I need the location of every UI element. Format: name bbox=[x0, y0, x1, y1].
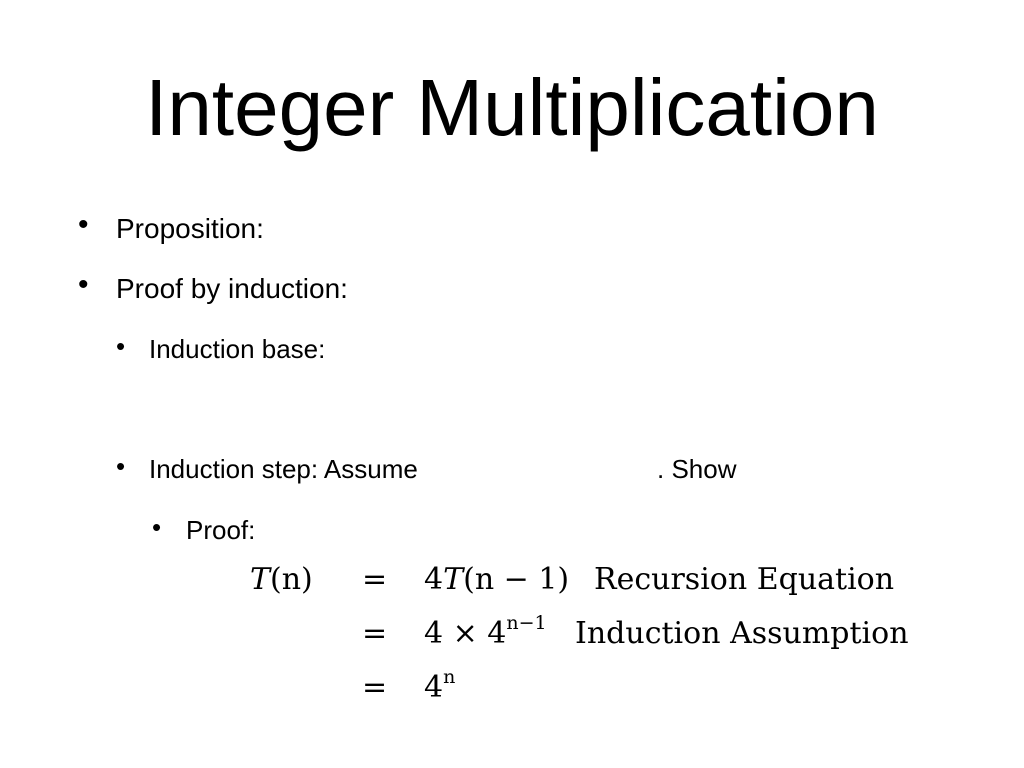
show-label: . Show bbox=[657, 454, 737, 484]
lhs-arg: (n) bbox=[270, 562, 313, 597]
eq-rel-2: = bbox=[362, 616, 388, 651]
equation-lhs bbox=[250, 562, 313, 598]
bullet-icon: • bbox=[116, 331, 126, 361]
lhs-T: T bbox=[250, 562, 271, 597]
bullet-icon: • bbox=[78, 268, 89, 301]
bullet-icon: • bbox=[152, 512, 162, 542]
proof-by-induction-label: Proof by induction: bbox=[116, 273, 348, 304]
bullet-icon: • bbox=[116, 451, 126, 481]
eq-rhs-1: 4T(n − 1) bbox=[424, 562, 570, 597]
eq-rhs-3: 4$^n$ bbox=[424, 666, 456, 705]
slide-title: Integer Multiplication bbox=[145, 63, 879, 152]
induction-base-label: Induction base: bbox=[149, 334, 326, 364]
eq-rhs-2: $4 \times 4^{n-1}$ bbox=[424, 612, 547, 651]
eq-note-1: Recursion Equation bbox=[594, 562, 895, 597]
bullet-icon: • bbox=[78, 208, 89, 241]
eq-rel-1: = bbox=[362, 562, 388, 597]
eq-note-2: Induction Assumption bbox=[575, 616, 909, 651]
proof-label: Proof: bbox=[186, 515, 256, 545]
induction-step-label: Induction step: Assume bbox=[149, 454, 418, 484]
proposition-label: Proposition: bbox=[116, 213, 264, 244]
eq-rel-3: = bbox=[362, 670, 388, 705]
